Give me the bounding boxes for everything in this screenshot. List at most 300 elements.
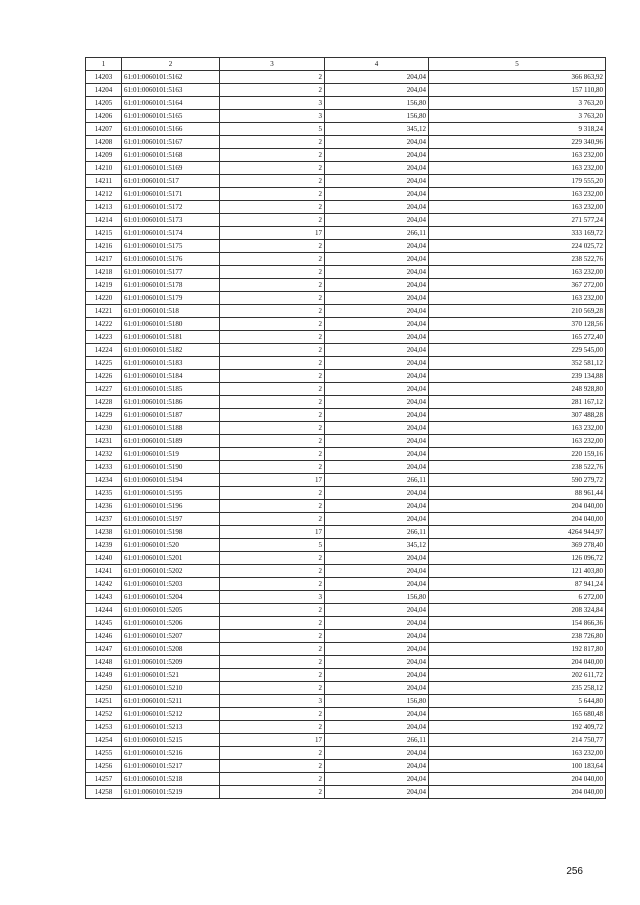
table-row [86,630,606,643]
table-cell-col-3: 2 [220,435,325,448]
table-cell-col-2: 61:01:0060101:5165 [122,110,220,123]
table-cell-col-1: 14252 [86,708,122,721]
table-cell-col-5: 333 169,72 [429,227,606,240]
table-cell-col-1: 14253 [86,721,122,734]
table-cell-col-5: 590 279,72 [429,474,606,487]
table-row [86,149,606,162]
table-cell-col-3: 2 [220,253,325,266]
table-cell-col-1: 14246 [86,630,122,643]
table-cell-col-5: 121 403,80 [429,565,606,578]
table-row [86,318,606,331]
table-cell-col-1: 14254 [86,734,122,747]
table-row [86,175,606,188]
table-cell-col-1: 14205 [86,97,122,110]
table-cell-col-2: 61:01:0060101:5176 [122,253,220,266]
table-cell-col-2: 61:01:0060101:5180 [122,318,220,331]
table-cell-col-2: 61:01:0060101:5205 [122,604,220,617]
table-cell-col-4: 204,04 [325,357,429,370]
table-row [86,279,606,292]
table-cell-col-1: 14245 [86,617,122,630]
table-row [86,604,606,617]
table-cell-col-4: 204,04 [325,396,429,409]
table-cell-col-2: 61:01:0060101:5211 [122,695,220,708]
table-cell-col-4: 204,04 [325,461,429,474]
table-row [86,448,606,461]
table-cell-col-2: 61:01:0060101:5212 [122,708,220,721]
data-table [85,57,606,799]
table-cell-col-2: 61:01:0060101:5202 [122,565,220,578]
table-cell-col-3: 2 [220,643,325,656]
table-cell-col-2: 61:01:0060101:5186 [122,396,220,409]
table-cell-col-1: 14213 [86,201,122,214]
table-row [86,84,606,97]
table-row [86,656,606,669]
table-cell-col-2: 61:01:0060101:5195 [122,487,220,500]
table-cell-col-1: 14217 [86,253,122,266]
table-cell-col-1: 14230 [86,422,122,435]
header-col-3: 3 [220,58,325,71]
table-row [86,97,606,110]
table-cell-col-3: 2 [220,760,325,773]
table-cell-col-3: 2 [220,344,325,357]
table-row [86,331,606,344]
table-cell-col-2: 61:01:0060101:5204 [122,591,220,604]
table-cell-col-5: 210 569,28 [429,305,606,318]
table-cell-col-2: 61:01:0060101:5163 [122,84,220,97]
table-cell-col-4: 204,04 [325,578,429,591]
table-cell-col-2: 61:01:0060101:5169 [122,162,220,175]
table-cell-col-4: 204,04 [325,136,429,149]
table-cell-col-3: 2 [220,214,325,227]
table-cell-col-2: 61:01:0060101:5175 [122,240,220,253]
table-cell-col-4: 204,04 [325,318,429,331]
table-cell-col-4: 204,04 [325,500,429,513]
table-cell-col-3: 5 [220,123,325,136]
table-cell-col-1: 14241 [86,565,122,578]
table-row [86,578,606,591]
table-cell-col-1: 14227 [86,383,122,396]
table-cell-col-3: 2 [220,383,325,396]
table-cell-col-5: 163 232,00 [429,188,606,201]
table-cell-col-4: 204,04 [325,630,429,643]
table-cell-col-1: 14221 [86,305,122,318]
table-row [86,487,606,500]
table-cell-col-1: 14237 [86,513,122,526]
table-cell-col-2: 61:01:0060101:5162 [122,71,220,84]
table-cell-col-5: 370 128,56 [429,318,606,331]
table-cell-col-5: 154 866,36 [429,617,606,630]
table-cell-col-5: 88 961,44 [429,487,606,500]
table-cell-col-3: 2 [220,721,325,734]
table-cell-col-3: 3 [220,591,325,604]
table-cell-col-5: 163 232,00 [429,435,606,448]
table-cell-col-2: 61:01:0060101:5183 [122,357,220,370]
table-cell-col-1: 14234 [86,474,122,487]
table-cell-col-4: 345,12 [325,539,429,552]
table-cell-col-1: 14232 [86,448,122,461]
table-cell-col-5: 229 545,00 [429,344,606,357]
table-cell-col-5: 204 040,00 [429,500,606,513]
table-row [86,253,606,266]
table-cell-col-2: 61:01:0060101:5174 [122,227,220,240]
table-row [86,383,606,396]
table-row [86,266,606,279]
table-cell-col-4: 204,04 [325,721,429,734]
table-cell-col-5: 204 040,00 [429,513,606,526]
table-cell-col-5: 208 324,84 [429,604,606,617]
table-cell-col-5: 239 134,88 [429,370,606,383]
table-cell-col-4: 204,04 [325,643,429,656]
table-cell-col-3: 2 [220,175,325,188]
table-row [86,734,606,747]
table-cell-col-4: 204,04 [325,409,429,422]
table-row [86,227,606,240]
table-row [86,565,606,578]
table-cell-col-5: 165 680,48 [429,708,606,721]
table-cell-col-5: 165 272,40 [429,331,606,344]
table-row [86,240,606,253]
table-cell-col-2: 61:01:0060101:5219 [122,786,220,799]
table-cell-col-5: 6 272,00 [429,591,606,604]
table-row [86,370,606,383]
table-cell-col-2: 61:01:0060101:5207 [122,630,220,643]
table-cell-col-1: 14249 [86,669,122,682]
table-cell-col-5: 238 522,76 [429,253,606,266]
header-col-5: 5 [429,58,606,71]
table-cell-col-2: 61:01:0060101:5190 [122,461,220,474]
table-row [86,201,606,214]
table-cell-col-1: 14239 [86,539,122,552]
table-cell-col-4: 204,04 [325,760,429,773]
table-cell-col-4: 204,04 [325,214,429,227]
table-cell-col-4: 266,11 [325,227,429,240]
table-cell-col-3: 2 [220,240,325,253]
table-cell-col-2: 61:01:0060101:5177 [122,266,220,279]
table-cell-col-4: 156,80 [325,97,429,110]
table-cell-col-4: 204,04 [325,487,429,500]
table-cell-col-2: 61:01:0060101:5213 [122,721,220,734]
table-cell-col-1: 14214 [86,214,122,227]
table-row [86,396,606,409]
table-cell-col-3: 2 [220,136,325,149]
table-cell-col-5: 100 183,64 [429,760,606,773]
table-cell-col-1: 14247 [86,643,122,656]
table-cell-col-4: 204,04 [325,71,429,84]
table-cell-col-5: 220 159,16 [429,448,606,461]
table-cell-col-2: 61:01:0060101:5179 [122,292,220,305]
table-cell-col-3: 17 [220,227,325,240]
header-col-2: 2 [122,58,220,71]
table-cell-col-5: 271 577,24 [429,214,606,227]
table-cell-col-1: 14210 [86,162,122,175]
table-cell-col-5: 163 232,00 [429,149,606,162]
table-cell-col-4: 204,04 [325,331,429,344]
table-cell-col-1: 14233 [86,461,122,474]
table-row [86,162,606,175]
table-cell-col-1: 14204 [86,84,122,97]
table-row [86,747,606,760]
table-row [86,409,606,422]
table-cell-col-3: 2 [220,71,325,84]
table-cell-col-3: 2 [220,448,325,461]
table-row [86,669,606,682]
table-cell-col-1: 14238 [86,526,122,539]
table-cell-col-3: 2 [220,656,325,669]
table-cell-col-4: 204,04 [325,175,429,188]
table-cell-col-1: 14257 [86,773,122,786]
table-cell-col-5: 126 096,72 [429,552,606,565]
table-cell-col-2: 61:01:0060101:5201 [122,552,220,565]
table-cell-col-1: 14203 [86,71,122,84]
table-cell-col-3: 2 [220,422,325,435]
table-cell-col-4: 204,04 [325,383,429,396]
table-cell-col-4: 204,04 [325,669,429,682]
table-cell-col-5: 307 488,28 [429,409,606,422]
table-cell-col-5: 3 763,20 [429,97,606,110]
table-cell-col-4: 204,04 [325,513,429,526]
table-cell-col-2: 61:01:0060101:520 [122,539,220,552]
table-row [86,617,606,630]
table-cell-col-2: 61:01:0060101:5171 [122,188,220,201]
table-cell-col-3: 2 [220,201,325,214]
table-cell-col-2: 61:01:0060101:5167 [122,136,220,149]
table-cell-col-3: 2 [220,266,325,279]
table-cell-col-3: 2 [220,630,325,643]
table-cell-col-1: 14250 [86,682,122,695]
table-cell-col-2: 61:01:0060101:5194 [122,474,220,487]
table-cell-col-5: 157 110,80 [429,84,606,97]
table-cell-col-4: 204,04 [325,201,429,214]
table-cell-col-4: 204,04 [325,253,429,266]
table-cell-col-2: 61:01:0060101:5197 [122,513,220,526]
table-cell-col-5: 87 941,24 [429,578,606,591]
table-cell-col-1: 14228 [86,396,122,409]
table-cell-col-4: 204,04 [325,604,429,617]
table-cell-col-1: 14243 [86,591,122,604]
table-cell-col-1: 14226 [86,370,122,383]
table-cell-col-1: 14223 [86,331,122,344]
table-cell-col-4: 204,04 [325,279,429,292]
page-number: 256 [566,866,583,877]
table-cell-col-4: 204,04 [325,552,429,565]
table-cell-col-3: 2 [220,513,325,526]
table-row [86,188,606,201]
table-cell-col-1: 14225 [86,357,122,370]
table-cell-col-3: 2 [220,357,325,370]
table-cell-col-1: 14211 [86,175,122,188]
table-cell-col-2: 61:01:0060101:519 [122,448,220,461]
table-cell-col-3: 2 [220,604,325,617]
table-cell-col-4: 204,04 [325,292,429,305]
table-cell-col-4: 204,04 [325,344,429,357]
table-cell-col-5: 163 232,00 [429,747,606,760]
table-cell-col-1: 14258 [86,786,122,799]
table-cell-col-3: 17 [220,734,325,747]
table-cell-col-1: 14222 [86,318,122,331]
table-cell-col-3: 2 [220,318,325,331]
table-cell-col-4: 204,04 [325,708,429,721]
table-cell-col-4: 266,11 [325,734,429,747]
table-row [86,214,606,227]
table-cell-col-4: 204,04 [325,682,429,695]
table-cell-col-2: 61:01:0060101:5210 [122,682,220,695]
table-cell-col-1: 14209 [86,149,122,162]
table-cell-col-3: 2 [220,786,325,799]
table-cell-col-5: 235 258,12 [429,682,606,695]
table-cell-col-3: 3 [220,695,325,708]
table-cell-col-2: 61:01:0060101:5198 [122,526,220,539]
table-cell-col-3: 2 [220,708,325,721]
table-row [86,422,606,435]
table-cell-col-5: 9 318,24 [429,123,606,136]
table-cell-col-4: 204,04 [325,305,429,318]
table-row [86,682,606,695]
table-row [86,760,606,773]
table-cell-col-1: 14224 [86,344,122,357]
table-cell-col-4: 345,12 [325,123,429,136]
table-cell-col-5: 352 581,12 [429,357,606,370]
table-row [86,71,606,84]
table-cell-col-4: 204,04 [325,435,429,448]
table-cell-col-1: 14206 [86,110,122,123]
table-cell-col-2: 61:01:0060101:5215 [122,734,220,747]
table-cell-col-2: 61:01:0060101:5166 [122,123,220,136]
table-cell-col-2: 61:01:0060101:5209 [122,656,220,669]
table-row [86,461,606,474]
table-cell-col-4: 204,04 [325,149,429,162]
table-cell-col-4: 204,04 [325,422,429,435]
table-cell-col-4: 204,04 [325,84,429,97]
table-cell-col-1: 14212 [86,188,122,201]
table-cell-col-4: 204,04 [325,370,429,383]
table-row [86,435,606,448]
table-cell-col-5: 229 340,96 [429,136,606,149]
table-cell-col-1: 14255 [86,747,122,760]
table-cell-col-2: 61:01:0060101:518 [122,305,220,318]
table-cell-col-1: 14215 [86,227,122,240]
table-cell-col-2: 61:01:0060101:521 [122,669,220,682]
table-cell-col-4: 156,80 [325,695,429,708]
table-cell-col-2: 61:01:0060101:5189 [122,435,220,448]
table-row [86,110,606,123]
table-cell-col-5: 163 232,00 [429,266,606,279]
table-row [86,136,606,149]
table-cell-col-2: 61:01:0060101:5208 [122,643,220,656]
table-cell-col-5: 5 644,80 [429,695,606,708]
table-cell-col-2: 61:01:0060101:5188 [122,422,220,435]
table-row [86,591,606,604]
table-cell-col-1: 14220 [86,292,122,305]
table-cell-col-1: 14244 [86,604,122,617]
table-cell-col-1: 14236 [86,500,122,513]
table-cell-col-3: 17 [220,474,325,487]
header-col-1: 1 [86,58,122,71]
table-cell-col-4: 204,04 [325,747,429,760]
table-cell-col-5: 163 232,00 [429,201,606,214]
table-cell-col-4: 266,11 [325,474,429,487]
table-cell-col-2: 61:01:0060101:5217 [122,760,220,773]
table-cell-col-4: 204,04 [325,240,429,253]
table-row [86,643,606,656]
table-cell-col-3: 3 [220,97,325,110]
table-row [86,305,606,318]
table-cell-col-5: 179 555,20 [429,175,606,188]
table-cell-col-4: 266,11 [325,526,429,539]
table-cell-col-2: 61:01:0060101:5184 [122,370,220,383]
table-cell-col-3: 2 [220,370,325,383]
table-cell-col-2: 61:01:0060101:5206 [122,617,220,630]
table-cell-col-5: 163 232,00 [429,422,606,435]
table-cell-col-5: 367 272,00 [429,279,606,292]
table-cell-col-3: 2 [220,149,325,162]
table-cell-col-2: 61:01:0060101:5187 [122,409,220,422]
table-cell-col-4: 204,04 [325,773,429,786]
table-cell-col-5: 204 040,00 [429,786,606,799]
table-body [86,71,606,799]
table-cell-col-3: 2 [220,305,325,318]
table-row [86,552,606,565]
table-cell-col-3: 2 [220,461,325,474]
table-cell-col-5: 281 167,12 [429,396,606,409]
table-cell-col-5: 369 278,40 [429,539,606,552]
table-cell-col-3: 2 [220,773,325,786]
table-cell-col-2: 61:01:0060101:5218 [122,773,220,786]
table-cell-col-3: 17 [220,526,325,539]
table-header-row [86,58,606,71]
table-cell-col-3: 2 [220,279,325,292]
table-cell-col-3: 2 [220,552,325,565]
table-cell-col-5: 204 040,00 [429,773,606,786]
table-cell-col-3: 2 [220,682,325,695]
table-cell-col-1: 14208 [86,136,122,149]
table-cell-col-1: 14218 [86,266,122,279]
table-cell-col-3: 2 [220,669,325,682]
table-cell-col-3: 2 [220,162,325,175]
table-cell-col-5: 238 726,80 [429,630,606,643]
table-cell-col-5: 163 232,00 [429,162,606,175]
table-cell-col-4: 204,04 [325,617,429,630]
table-cell-col-2: 61:01:0060101:5164 [122,97,220,110]
table-cell-col-1: 14216 [86,240,122,253]
table-row [86,357,606,370]
table-cell-col-5: 248 928,80 [429,383,606,396]
table-cell-col-3: 2 [220,84,325,97]
table-cell-col-3: 2 [220,409,325,422]
table-cell-col-1: 14256 [86,760,122,773]
table-cell-col-2: 61:01:0060101:5178 [122,279,220,292]
table-cell-col-5: 366 863,92 [429,71,606,84]
table-cell-col-5: 202 611,72 [429,669,606,682]
table-cell-col-4: 204,04 [325,266,429,279]
table-row [86,773,606,786]
header-col-4: 4 [325,58,429,71]
table-row [86,344,606,357]
table-row [86,474,606,487]
table-cell-col-5: 238 522,76 [429,461,606,474]
table-row [86,500,606,513]
table-cell-col-4: 204,04 [325,565,429,578]
table-cell-col-4: 204,04 [325,786,429,799]
table-cell-col-4: 204,04 [325,448,429,461]
table-cell-col-2: 61:01:0060101:5185 [122,383,220,396]
table-cell-col-5: 3 763,20 [429,110,606,123]
table-row [86,123,606,136]
table-cell-col-3: 2 [220,500,325,513]
table-cell-col-2: 61:01:0060101:517 [122,175,220,188]
table-cell-col-3: 5 [220,539,325,552]
table-row [86,708,606,721]
table-cell-col-2: 61:01:0060101:5172 [122,201,220,214]
